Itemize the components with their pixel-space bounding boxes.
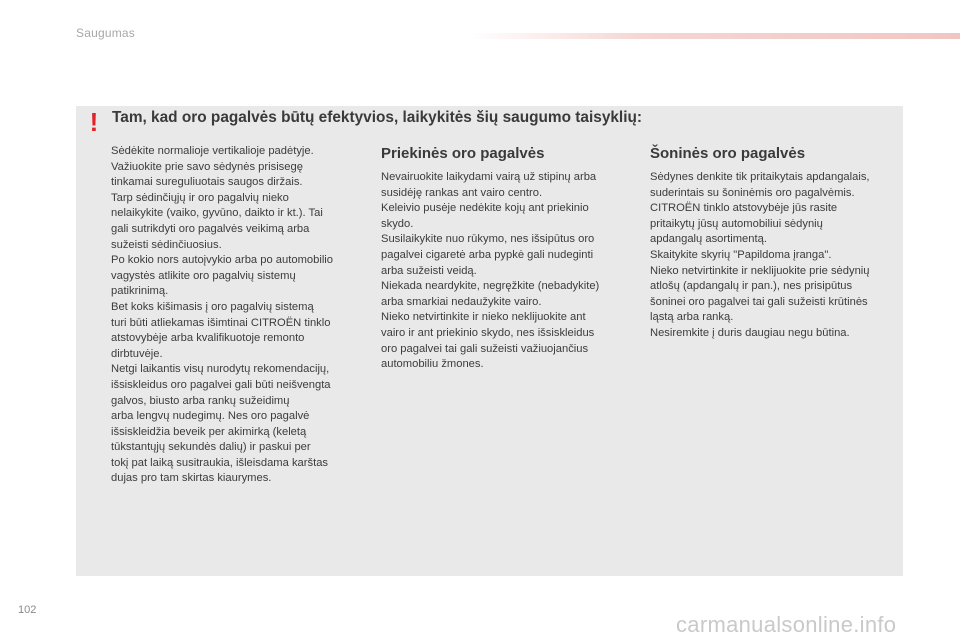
warning-icon: ! [89, 107, 99, 137]
header-rule [470, 33, 960, 39]
side-airbag-line: CITROËN tinklo atstovybėje jūs rasite [650, 202, 838, 215]
general-rule-line: Bet koks kišimasis į oro pagalvių sistemą [111, 300, 314, 313]
panel-heading: Tam, kad oro pagalvės būtų efektyvios, laikykitės šių saugumo taisyklių: [112, 109, 643, 126]
side-airbag-line: ląstą arba ranką. [650, 311, 734, 324]
front-airbag-line: skydo. [381, 217, 414, 230]
general-rule-line: tokį pat laiką susitraukia, išleisdama karštas [111, 456, 329, 469]
front-airbag-line: arba smarkiai nedaužykite vairo. [381, 295, 542, 308]
general-rule-line: patikrinimą. [111, 285, 169, 298]
front-airbag-line: Nevairuokite laikydami vairą už stipinų arba [381, 171, 597, 183]
side-airbag-line: apdangalų asortimentą. [650, 233, 767, 246]
general-rule-line: Tarp sėdinčiųjų ir oro pagalvių nieko [111, 191, 289, 204]
side-airbag-line: Nieko netvirtinkite ir neklijuokite prie sėdynių [650, 264, 870, 277]
general-rule-line: vagystės atlikite oro pagalvių sistemų [111, 269, 296, 282]
front-airbag-line: pagalvei cigaretė arba pypkė gali nudeginti [381, 248, 594, 261]
general-rule-line: Sėdėkite normalioje vertikalioje padėtyje. [111, 145, 314, 157]
general-rule-line: dujas pro tam skirtas kiaurymes. [111, 472, 272, 485]
front-airbag-line: oro pagalvei tai gali sužeisti važiuojančius [381, 342, 589, 355]
side-airbags-column [650, 145, 900, 342]
general-rule-line: dirbtuvėje. [111, 347, 163, 360]
general-rule-line: arba lengvų nudegimų. Nes oro pagalvė [111, 410, 310, 423]
general-rule-line: išsiskleidžia beveik per akimirką (keletą [111, 425, 307, 438]
front-airbag-line: Keleivio pusėje nedėkite kojų ant priekinio [381, 202, 589, 215]
general-rule-line: turi būti atliekamas išimtinai CITROËN tinklo [111, 316, 331, 329]
front-airbag-line: Niekada neardykite, negręžkite (nebadykite) [381, 280, 600, 293]
front-airbag-line: automobiliu žmones. [381, 358, 484, 371]
side-airbag-line: šoninei oro pagalvei tai gali sužeisti krūtinės [650, 295, 868, 308]
front-airbag-line: susidėję rankas ant vairo centro. [381, 186, 543, 199]
general-rule-line: Po kokio nors autoįvykio arba po automobilio [111, 254, 334, 267]
front-airbag-line: Nieko netvirtinkite ir nieko neklijuokite ant [381, 311, 586, 324]
general-rule-line: tūkstantųjų sekundės dalių) ir paskui per [111, 441, 311, 454]
general-rule-line: galvos, biusto arba rankų sužeidimų [111, 394, 290, 407]
section-title: Saugumas [76, 26, 135, 40]
general-rule-line: sužeisti sėdinčiuosius. [111, 238, 222, 251]
general-rule-line: Važiuokite prie savo sėdynės prisisegę [111, 160, 303, 173]
general-rules-column [111, 144, 361, 487]
side-airbag-line: Nesiremkite į duris daugiau negu būtina. [650, 326, 850, 339]
side-airbag-line: Skaitykite skyrių "Papildoma įranga". [650, 248, 832, 261]
side-airbag-line: atlošų (apdangalų ir pan.), nes prisipūtus [650, 280, 853, 293]
general-rule-line: tinkamai sureguliuotais saugos diržais. [111, 176, 303, 189]
front-airbags-title: Priekinės oro pagalvės [381, 145, 545, 162]
watermark: carmanualsonline.info [676, 612, 897, 637]
side-airbags-title: Šoninės oro pagalvės [650, 145, 806, 162]
general-rule-line: išsiskleidus oro pagalvei gali būti neišvengta [111, 378, 331, 391]
side-airbag-line: suderintais su šoninėmis oro pagalvėmis. [650, 186, 855, 199]
front-airbag-line: arba sužeisti veidą. [381, 264, 477, 277]
general-rule-line: nelaikykite (vaiko, gyvūno, daikto ir kt.). Tai [111, 207, 323, 220]
front-airbag-line: Susilaikykite nuo rūkymo, nes išsipūtus oro [381, 233, 595, 246]
general-rule-line: Netgi laikantis visų nurodytų rekomendacijų, [111, 363, 330, 376]
general-rule-line: atstovybėje arba kvalifikuotoje remonto [111, 332, 305, 345]
general-rule-line: gali sutrikdyti oro pagalvės veikimą arba [111, 222, 310, 235]
front-airbags-column [381, 145, 631, 373]
front-airbag-line: vairo ir ant priekinio skydo, nes išsiskleidus [381, 326, 595, 339]
page-number: 102 [18, 604, 37, 616]
side-airbag-line: pritaikytų jūsų automobiliui sėdynių [650, 217, 823, 230]
side-airbag-line: Sėdynes denkite tik pritaikytais apdangalais, [650, 171, 870, 183]
